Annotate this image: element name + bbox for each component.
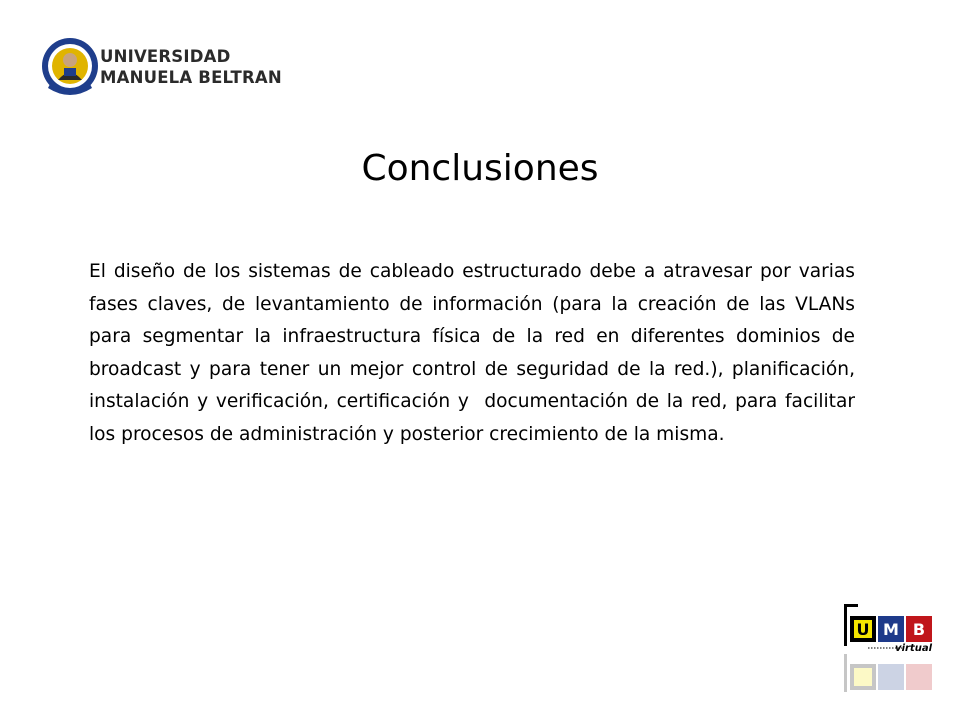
wordmark-line-1: UNIVERSIDAD [100, 47, 231, 66]
slide-title: Conclusiones [361, 148, 599, 189]
university-wordmark [100, 46, 282, 88]
slide-body: El diseño de los sistemas de cableado estructurado debe a atravesar por varias fases claves, de levantamiento de información (para la creación de las VLANs para segmentar la infraestructura física de la red en diferentes dominios de broadcast y para tener un mejor control de seguridad de la red.), planificación, instalación y verificación, certificación y documentación de la red, para facilitar los procesos de administración y posterior crecimiento de la misma. [89, 261, 867, 445]
university-logo [38, 36, 288, 106]
wordmark-line-2: MANUELA BELTRAN [100, 68, 282, 87]
logo-letter-b: B [912, 620, 926, 639]
logo-caption: virtual [895, 643, 932, 654]
umb-virtual-logo-icon [840, 604, 940, 696]
university-seal-icon [38, 36, 102, 104]
logo-letter-u: U [856, 620, 870, 639]
logo-letter-m: M [883, 620, 899, 639]
